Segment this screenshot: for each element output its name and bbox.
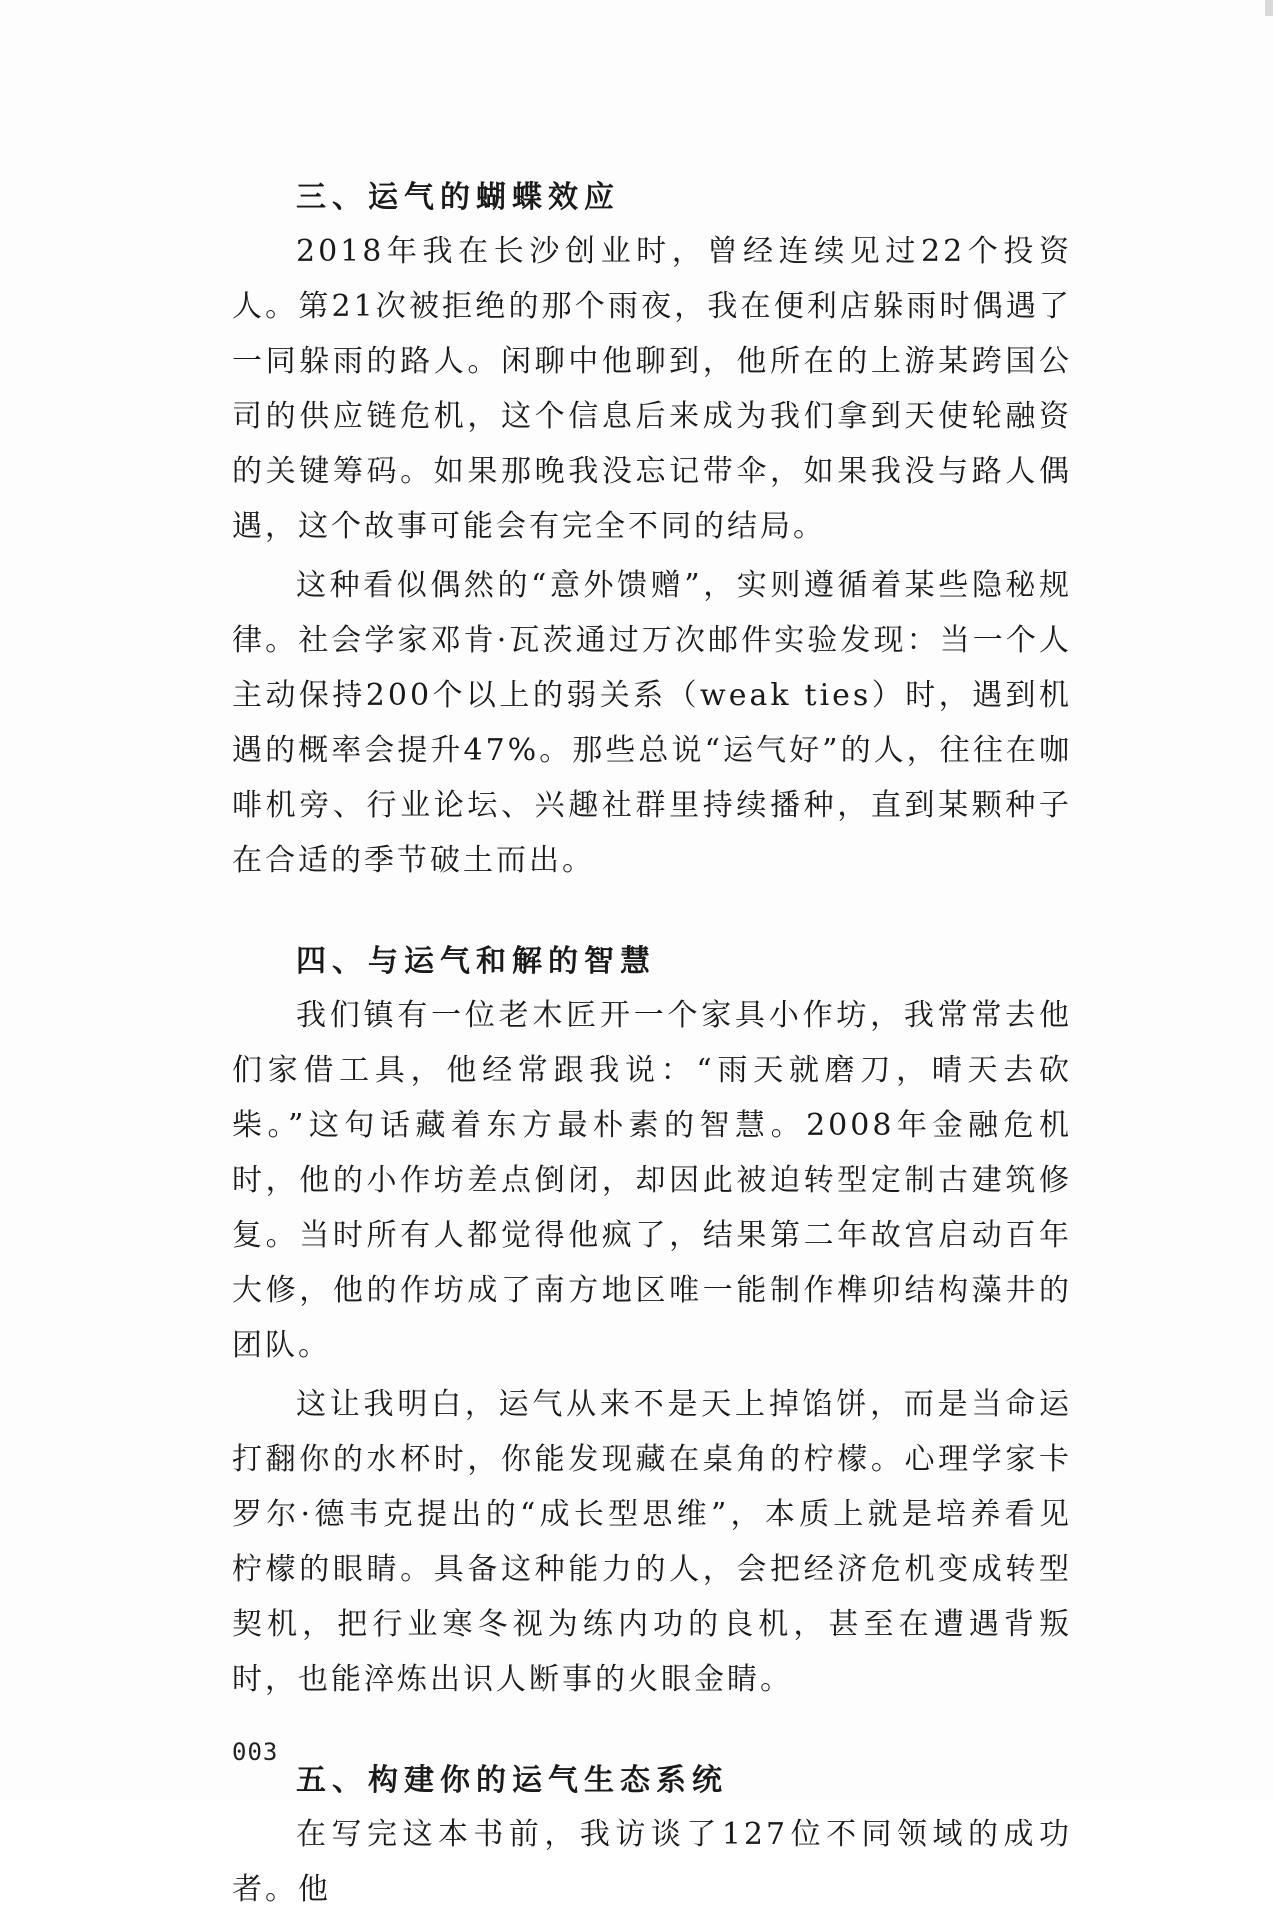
paragraph: 这让我明白，运气从来不是天上掉馅饼，而是当命运打翻你的水杯时，你能发现藏在桌角的柠檬。心理学家卡罗尔·德韦克提出的“成长型思维”，本质上就是培养看见柠檬的眼睛。具备这种能力的人，会把经济危机变成转型契机，把行业寒冬视为练内功的良机，甚至在遭遇背叛时，也能淬炼出识人断事的火眼金睛。	[232, 1387, 1072, 1697]
section-butterfly-effect	[232, 176, 1072, 888]
paragraph: 这种看似偶然的“意外馈赠”，实则遵循着某些隐秘规律。社会学家邓肯·瓦茨通过万次邮件实验发现：当一个人主动保持200个以上的弱关系（weak ties）时，遇到机遇的概率会提升47%。那些总说“运气好”的人，往往在咖啡机旁、行业论坛、兴趣社群里持续播种，直到某颗种子在合适的季节破土而出。	[232, 568, 1072, 878]
page-number: 003	[232, 1738, 279, 1766]
section-reconcile-with-luck	[232, 940, 1072, 1707]
page-content	[232, 176, 1072, 1921]
paragraph: 我们镇有一位老木匠开一个家具小作坊，我常常去他们家借工具，他经常跟我说：“雨天就磨刀，晴天去砍柴。”这句话藏着东方最朴素的智慧。2008年金融危机时，他的小作坊差点倒闭，却因此被迫转型定制古建筑修复。当时所有人都觉得他疯了，结果第二年故宫启动百年大修，他的作坊成了南方地区唯一能制作榫卯结构藻井的团队。	[232, 998, 1072, 1363]
section-heading: 五、构建你的运气生态系统	[296, 1763, 728, 1798]
scan-edge-mark	[1265, 0, 1273, 16]
section-heading: 四、与运气和解的智慧	[296, 944, 656, 979]
paragraph: 在写完这本书前，我访谈了127位不同领域的成功者。他	[232, 1817, 1072, 1907]
section-luck-ecosystem	[232, 1759, 1072, 1917]
paragraph: 2018年我在长沙创业时，曾经连续见过22个投资人。第21次被拒绝的那个雨夜，我在便利店躲雨时偶遇了一同躲雨的路人。闲聊中他聊到，他所在的上游某跨国公司的供应链危机，这个信息后来成为我们拿到天使轮融资的关键筹码。如果那晚我没忘记带伞，如果我没与路人偶遇，这个故事可能会有完全不同的结局。	[232, 234, 1072, 544]
section-heading: 三、运气的蝴蝶效应	[296, 180, 620, 215]
